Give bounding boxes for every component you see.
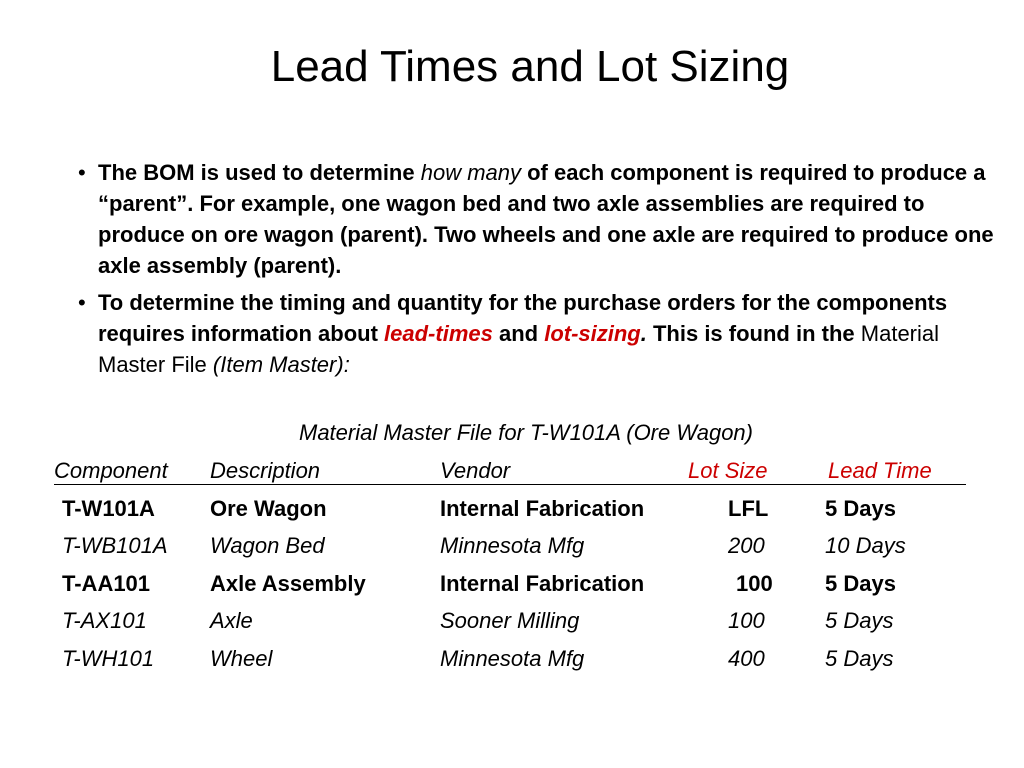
row-lead-time: 5 Days [825,570,896,596]
header-lead-time: Lead Time [828,458,932,483]
bullet-marker: • [78,160,86,185]
header-vendor: Vendor [440,458,511,483]
row-lot-size: 400 [728,645,765,671]
header-description: Description [210,458,321,483]
bullet-marker: • [78,290,86,315]
row-component: T-WH101 [62,645,155,671]
row-description: Axle [210,608,253,633]
bullet-list [60,157,995,386]
header-lot-size: Lot Size [688,458,768,483]
row-vendor: Minnesota Mfg [440,533,585,558]
table-caption: Material Master File for T-W101A (Ore Wagon) [299,420,753,445]
table-row [0,604,1000,642]
bullet1-text: The BOM is used to determine [98,160,421,185]
table-row [0,492,1000,530]
bullet2-and: and [492,321,545,346]
row-vendor: Internal Fabrication [440,570,645,596]
table-row [0,529,1000,567]
material-master-table [0,454,1000,679]
row-component: T-W101A [62,495,155,521]
lot-sizing-term: lot-sizing [544,321,641,346]
row-lot-size: 200 [728,533,765,558]
row-vendor: Minnesota Mfg [440,645,585,671]
row-lot-size: 100 [736,570,773,596]
item-master-text: (Item Master): [206,352,350,377]
row-lot-size: LFL [728,495,769,521]
table-header-row [0,454,1000,492]
row-component: T-AA101 [62,570,151,596]
bullet-item-bom [60,157,995,281]
lead-times-term: lead-times [384,321,493,346]
material-master-file-text: Material Master File [98,321,940,377]
row-component: T-AX101 [62,608,147,633]
bullet-item-timing [60,287,995,380]
row-lead-time: 10 Days [825,533,906,558]
row-description: Ore Wagon [210,495,327,521]
bullet1-emphasis: how many [420,160,521,185]
bullet1-text-rest: of each component is required to produce a “parent”. For example, one wagon bed and two axle assemblies are required to produce on ore wagon (parent). Two wheels and one axle are required to produce one axle assembly (parent). [98,160,994,278]
slide-title: Lead Times and Lot Sizing [270,42,790,91]
bullet2-text: To determine the timing and quantity for the purchase orders for the components requires information about [98,290,948,346]
bullet2-period: . [640,321,647,346]
row-vendor: Sooner Milling [440,608,580,633]
row-description: Wagon Bed [210,533,325,558]
row-component: T-WB101A [62,533,168,558]
table-row [0,567,1000,605]
table-row [0,642,1000,680]
bullet2-found: This is found in the [646,321,861,346]
row-lead-time: 5 Days [825,608,894,633]
row-vendor: Internal Fabrication [440,495,645,521]
row-lead-time: 5 Days [825,645,894,671]
header-component: Component [54,458,168,483]
row-lot-size: 100 [728,608,765,633]
row-description: Wheel [210,645,273,671]
row-lead-time: 5 Days [825,495,896,521]
row-description: Axle Assembly [210,570,366,596]
header-underline [54,484,966,485]
